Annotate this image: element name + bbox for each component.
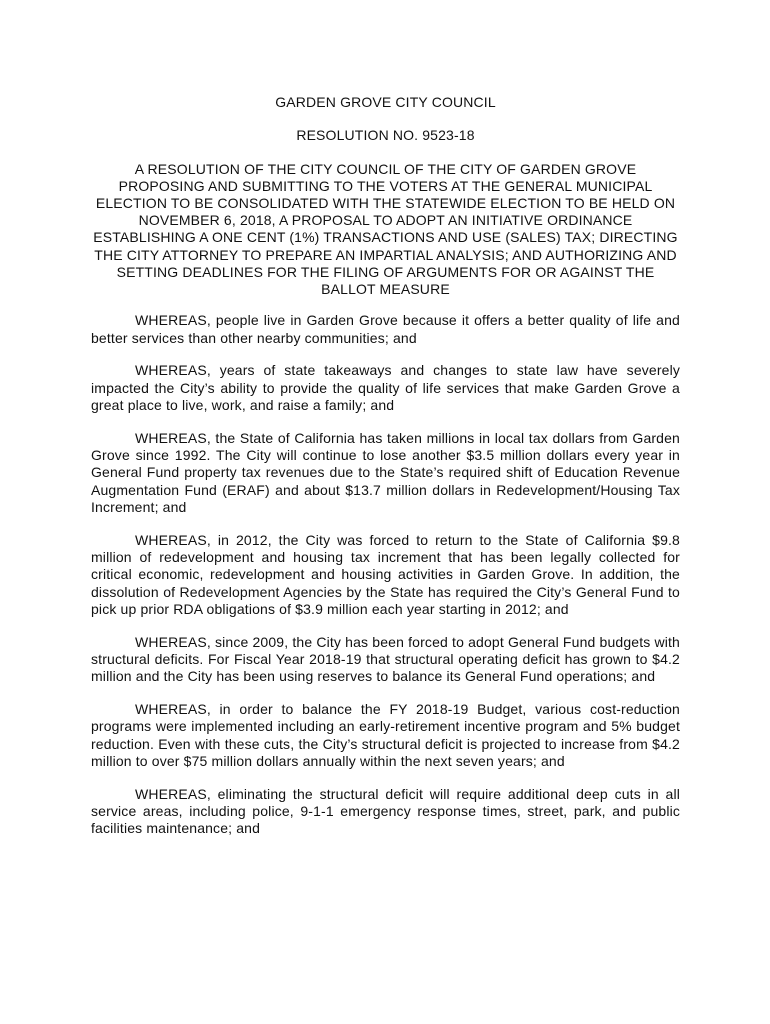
resolution-title: A RESOLUTION OF THE CITY COUNCIL OF THE CITY OF GARDEN GROVE PROPOSING AND SUBMITTING TO THE VOTERS AT THE GENERAL MUNICIPAL ELECTION TO BE CONSOLIDATED WITH THE STATEWIDE ELECTION TO BE HELD ON NOVEMBER 6, 2018, A PROPOSAL TO ADOPT AN INITIATIVE ORDINANCE ESTABLISHING A ONE CENT (1%) TRANSACTIONS AND USE (SALES) TAX; DIRECTING THE CITY ATTORNEY TO PREPARE AN IMPARTIAL ANALYSIS; AND AUTHORIZING AND SETTING DEADLINES FOR THE FILING OF ARGUMENTS FOR OR AGAINST THE BALLOT MEASURE bbox=[93, 160, 678, 298]
whereas-paragraph-2: WHEREAS, years of state takeaways and changes to state law have severely impacted the City’s ability to provide the quality of life services that make Garden Grove a great place to live, work, and raise a family; and bbox=[91, 362, 680, 413]
resolution-document bbox=[91, 94, 680, 853]
whereas-paragraph-3: WHEREAS, the State of California has taken millions in local tax dollars from Garden Grove since 1992. The City will continue to lose another $3.5 million dollars every year in General Fund property tax revenues due to the State’s required shift of Education Revenue Augmentation Fund (ERAF) and about $13.7 million dollars in Redevelopment/Housing Tax Increment; and bbox=[91, 429, 680, 515]
resolution-number: RESOLUTION NO. 9523-18 bbox=[296, 127, 475, 144]
whereas-paragraph-5: WHEREAS, since 2009, the City has been forced to adopt General Fund budgets with structural deficits. For Fiscal Year 2018-19 that structural operating deficit has grown to $4.2 million and the City has been using reserves to balance its General Fund operations; and bbox=[91, 633, 680, 685]
whereas-paragraph-1: WHEREAS, people live in Garden Grove because it offers a better quality of life and better services than other nearby communities; and bbox=[91, 312, 680, 346]
whereas-paragraph-6: WHEREAS, in order to balance the FY 2018-19 Budget, various cost-reduction programs were implemented including an early-retirement incentive program and 5% budget reduction. Even with these cuts, the City’s structural deficit is projected to increase from $4.2 million to over $75 million dollars annually within the next seven years; and bbox=[91, 701, 680, 769]
council-heading: GARDEN GROVE CITY COUNCIL bbox=[275, 94, 496, 110]
whereas-paragraph-4: WHEREAS, in 2012, the City was forced to return to the State of California $9.8 million of redevelopment and housing tax increment that has been legally collected for critical economic, redevelopment and housing activities in Garden Grove. In addition, the dissolution of Redevelopment Agencies by the State has required the City’s General Fund to pick up prior RDA obligations of $3.9 million each year starting in 2012; and bbox=[91, 531, 680, 617]
whereas-paragraph-7: WHEREAS, eliminating the structural deficit will require additional deep cuts in all service areas, including police, 9-1-1 emergency response times, street, park, and public facilities maintenance; and bbox=[91, 785, 680, 837]
